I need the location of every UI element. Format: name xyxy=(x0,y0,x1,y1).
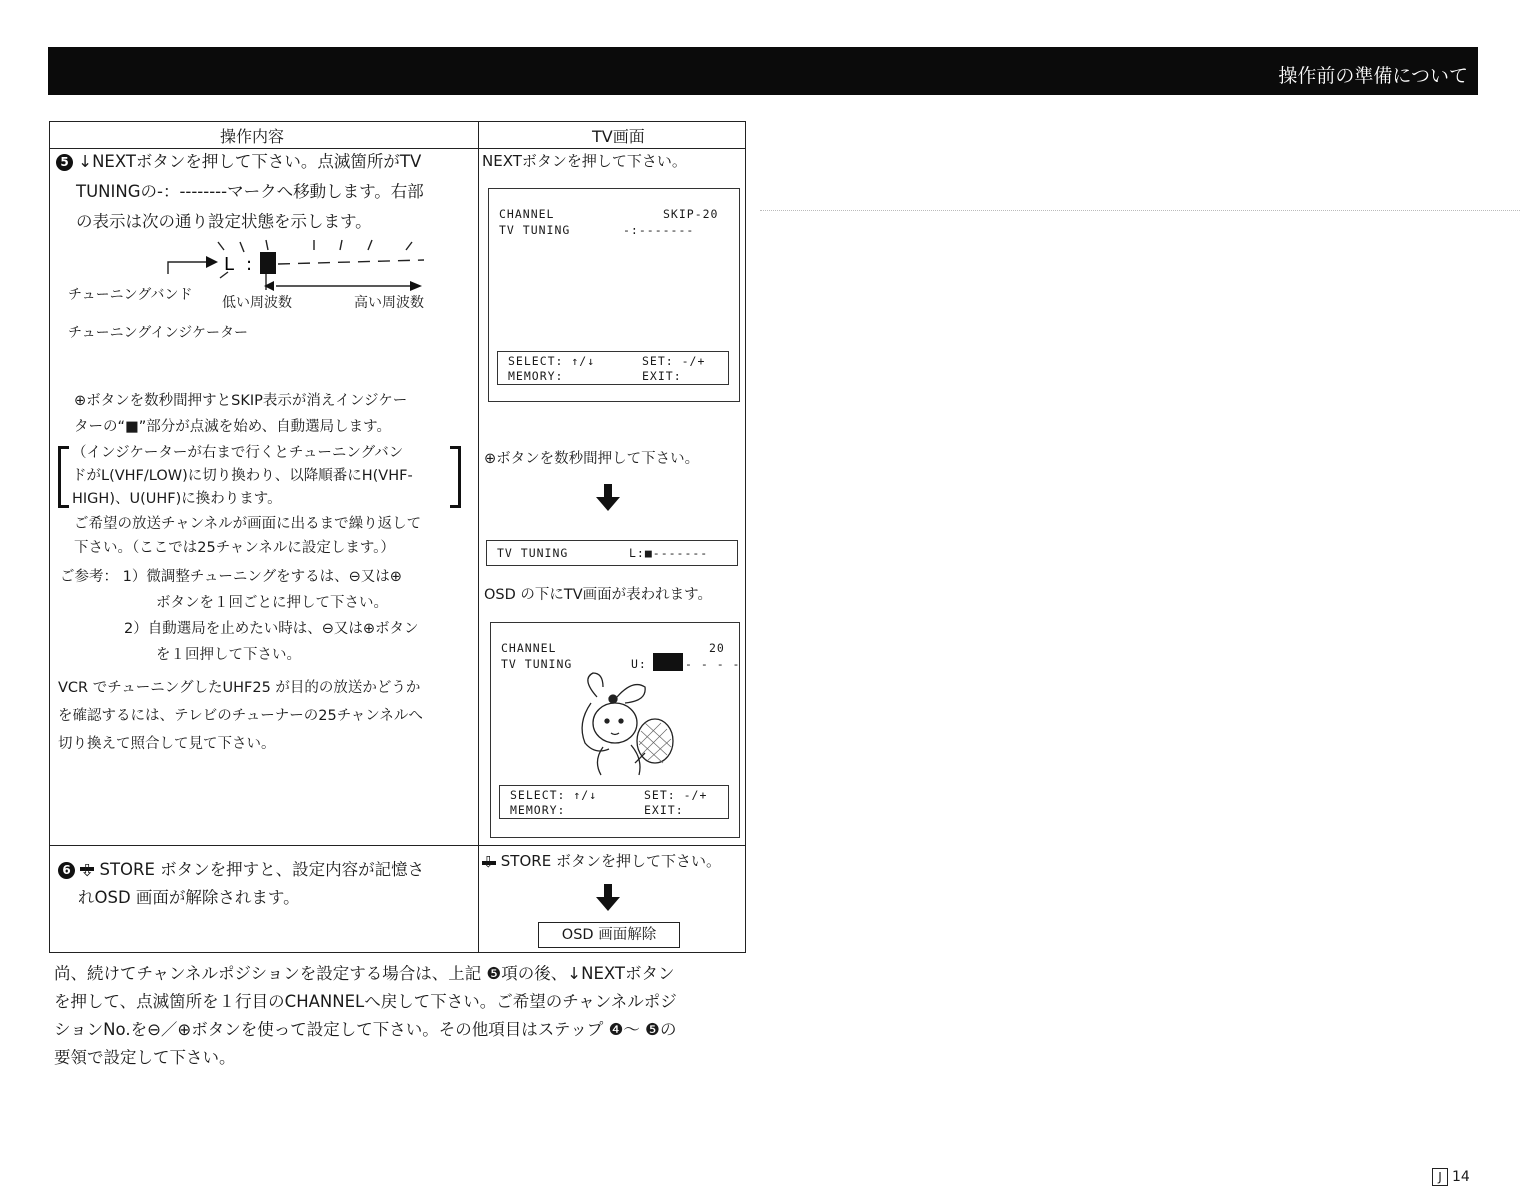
tv-instruction-hold: ⊕ボタンを数秒間押して下さい。 xyxy=(484,451,700,467)
osd3-select: SELECT: ↑/↓ xyxy=(510,788,598,802)
band-label: チューニングバンド xyxy=(68,287,193,303)
step5-para2 xyxy=(74,388,407,440)
band-letter: L xyxy=(224,254,235,275)
page-title: 操作前の準備について xyxy=(1278,65,1468,87)
tv-instruction-next: NEXTボタンを押して下さい。 xyxy=(482,152,687,170)
text-line: （インジケーターが右まで行くとチューニングバン xyxy=(72,445,404,461)
tv-instruction-store xyxy=(482,850,721,872)
header-bar xyxy=(48,47,1478,95)
osd-channel-label: CHANNEL xyxy=(499,207,555,221)
note-text xyxy=(72,442,413,511)
osd-screen-1 xyxy=(488,188,740,402)
footer-line: ションNo.を⊖／⊕ボタンを使って設定して下さい。その他項目はステップ ❹〜 ❺の xyxy=(54,1020,677,1039)
cartoon-girl-illustration xyxy=(557,667,677,777)
footer-line: 要領で設定して下さい。 xyxy=(54,1048,236,1067)
osd-select: SELECT: ↑/↓ xyxy=(508,354,596,368)
tv-instruction-osd: OSD の下にTV画面が表われます。 xyxy=(484,587,713,603)
osd-control-panel xyxy=(497,351,729,385)
osd3-dashes: - - - - xyxy=(685,657,741,671)
osd-tuning-label: TV TUNING xyxy=(499,223,571,237)
footer-note xyxy=(54,960,677,1072)
text-line: 下さい。（ここでは25チャンネルに設定します。） xyxy=(74,540,395,556)
text-line: ドがL(VHF/LOW)に切り換わり、以降順番にH(VHF- xyxy=(72,468,413,484)
step5-text xyxy=(56,147,424,237)
osd-screen-3 xyxy=(490,622,740,838)
indicator-block xyxy=(260,252,276,274)
text-line: VCR でチューニングしたUHF25 が目的の放送かどうか xyxy=(58,680,421,696)
osd2-tuning-marks: L:■------- xyxy=(629,546,709,560)
indicator-label: チューニングインジケーター xyxy=(68,325,248,341)
text-line: ご希望の放送チャンネルが画面に出るまで繰り返して xyxy=(74,516,422,532)
text-line: STORE ボタンを押して下さい。 xyxy=(500,852,721,870)
osd3-memory: MEMORY: xyxy=(510,803,566,817)
text-line: ⊕ボタンを数秒間押すとSKIP表示が消えインジケー xyxy=(74,393,408,409)
osd3-set: SET: -/+ xyxy=(644,788,708,802)
text-line: HIGH)、U(UHF)に換わります。 xyxy=(72,491,282,507)
store-icon: ⇩ xyxy=(80,857,94,871)
step5-line: TUNINGの-：--------マークへ移動します。右部 xyxy=(76,182,424,201)
page-letter-box: J xyxy=(1432,1168,1448,1186)
text-line: 切り換えて照合して見て下さい。 xyxy=(58,736,276,752)
store-icon: ⇩ xyxy=(482,853,495,871)
page-number-value: 14 xyxy=(1452,1169,1470,1185)
step6-line: STORE ボタンを押すと、設定内容が記憶さ xyxy=(99,860,425,879)
osd3-tuning-marks: U: xyxy=(631,657,647,671)
high-frequency-label: 高い周波数 xyxy=(354,295,424,311)
osd-tuning-marks: -:------- xyxy=(623,223,695,237)
column-header-operation: 操作内容 xyxy=(220,127,285,146)
step5-para4 xyxy=(58,674,423,758)
osd3-control-panel xyxy=(499,785,729,819)
footer-line: 尚、続けてチャンネルポジションを設定する場合は、上記 ❺項の後、↓NEXTボタン xyxy=(54,964,675,983)
text-line: 1）微調整チューニングをするは、⊖又は⊕ xyxy=(122,569,402,585)
column-header-tv-screen: TV画面 xyxy=(592,127,645,146)
osd-cancel-box xyxy=(538,922,680,948)
instruction-table xyxy=(49,121,746,953)
osd-memory: MEMORY: xyxy=(508,369,564,383)
step-divider xyxy=(50,845,745,846)
page-number xyxy=(1432,1168,1470,1186)
step5-line: の表示は次の通り設定状態を示します。 xyxy=(76,212,372,231)
osd3-channel-number: 20 xyxy=(709,641,725,655)
text-line: 2）自動選局を止めたい時は、⊖又は⊕ボタン xyxy=(124,621,419,637)
osd-set: SET: -/+ xyxy=(642,354,706,368)
osd-skip-label: SKIP-20 xyxy=(663,207,719,221)
note-bracket-right xyxy=(450,446,461,508)
svg-text::: : xyxy=(246,254,253,275)
text-line: を確認するには、テレビのチューナーの25チャンネルへ xyxy=(58,708,423,724)
text-line: ボタンを１回ごとに押して下さい。 xyxy=(156,595,388,611)
reference-notes xyxy=(60,564,419,668)
osd3-tuning-label: TV TUNING xyxy=(501,657,573,671)
osd-screen-2 xyxy=(486,540,738,566)
result-label: OSD 画面解除 xyxy=(561,927,657,943)
footer-line: を押して、点滅箇所を１行目のCHANNELへ戻して下さい。ご希望のチャンネルポジ xyxy=(54,992,677,1011)
scan-noise xyxy=(760,210,1520,211)
osd3-exit: EXIT: xyxy=(644,803,684,817)
column-divider xyxy=(478,122,479,952)
step5-number-icon: 5 xyxy=(56,154,73,171)
step6-number-icon: 6 xyxy=(58,862,75,879)
osd-exit: EXIT: xyxy=(642,369,682,383)
step6-text xyxy=(58,856,424,912)
reference-label: ご参考： xyxy=(60,569,118,585)
step5-para3 xyxy=(74,512,421,560)
step5-line: ↓NEXTボタンを押して下さい。点滅箇所がTV xyxy=(78,152,422,171)
osd2-tuning-label: TV TUNING xyxy=(497,546,569,560)
osd3-channel-label: CHANNEL xyxy=(501,641,557,655)
step6-line: れOSD 画面が解除されます。 xyxy=(78,888,300,907)
note-bracket-left xyxy=(58,446,69,508)
text-line: を１回押して下さい。 xyxy=(156,647,301,663)
low-frequency-label: 低い周波数 xyxy=(222,295,292,311)
text-line: ターの“■”部分が点滅を始め、自動選局します。 xyxy=(74,419,391,435)
